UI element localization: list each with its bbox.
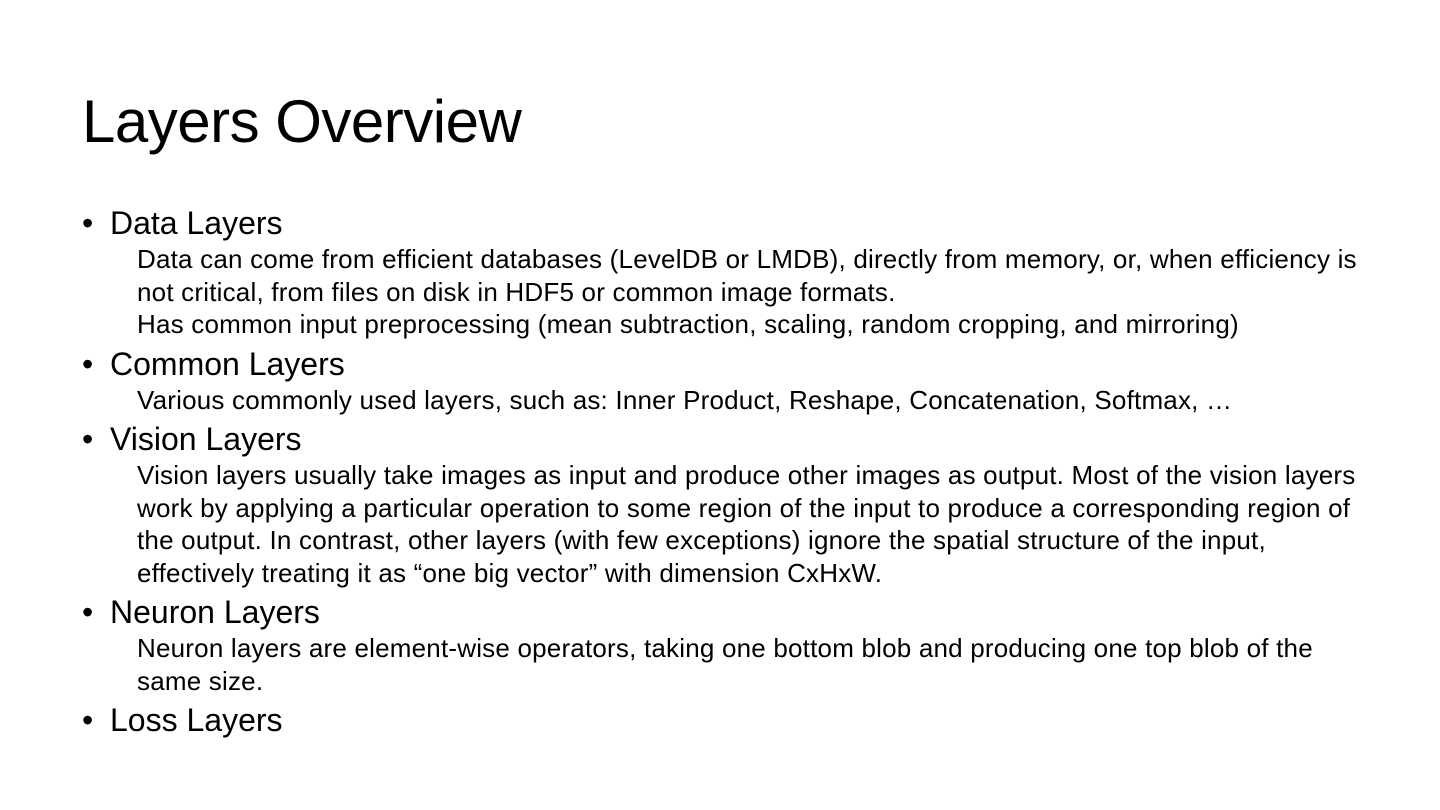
section-heading: Common Layers — [110, 345, 345, 382]
section-common-layers — [82, 344, 1372, 420]
section-heading: Neuron Layers — [110, 594, 320, 630]
section-loss-layers — [82, 700, 1372, 740]
section-vision-layers — [82, 419, 1372, 592]
bullet-icon: • — [82, 205, 94, 241]
bullet-icon: • — [82, 421, 94, 457]
section-paragraph: Neuron layers are element-wise operators, taking one bottom blob and producing one top blob of the same size. — [137, 633, 1313, 696]
section-data-layers — [82, 203, 1372, 344]
bullet-icon: • — [82, 594, 94, 630]
bullet-icon: • — [82, 702, 94, 738]
section-paragraph: Has common input preprocessing (mean subtraction, scaling, random cropping, and mirroring) — [137, 309, 1239, 339]
slide-title: Layers Overview — [82, 88, 522, 155]
section-paragraph: Vision layers usually take images as input and produce other images as output. Most of the vision layers work by applying a particular operation to some region of the input to produce a corresponding region of the output. In contrast, other layers (with few exceptions) ignore the spatial structure of the input, effectively treating it as “one big vector” with dimension CxHxW. — [137, 460, 1356, 588]
section-neuron-layers — [82, 592, 1372, 700]
section-heading: Loss Layers — [110, 702, 283, 738]
bullet-icon: • — [82, 345, 94, 382]
section-paragraph: Various commonly used layers, such as: Inner Product, Reshape, Concatenation, Softmax, … — [137, 384, 1233, 415]
section-heading: Data Layers — [110, 205, 283, 241]
bullet-list — [82, 203, 1372, 740]
section-paragraph: Data can come from efficient databases (LevelDB or LMDB), directly from memory, or, when efficiency is not critical, from files on disk in HDF5 or common image formats. — [137, 244, 1357, 307]
section-heading: Vision Layers — [110, 421, 302, 457]
